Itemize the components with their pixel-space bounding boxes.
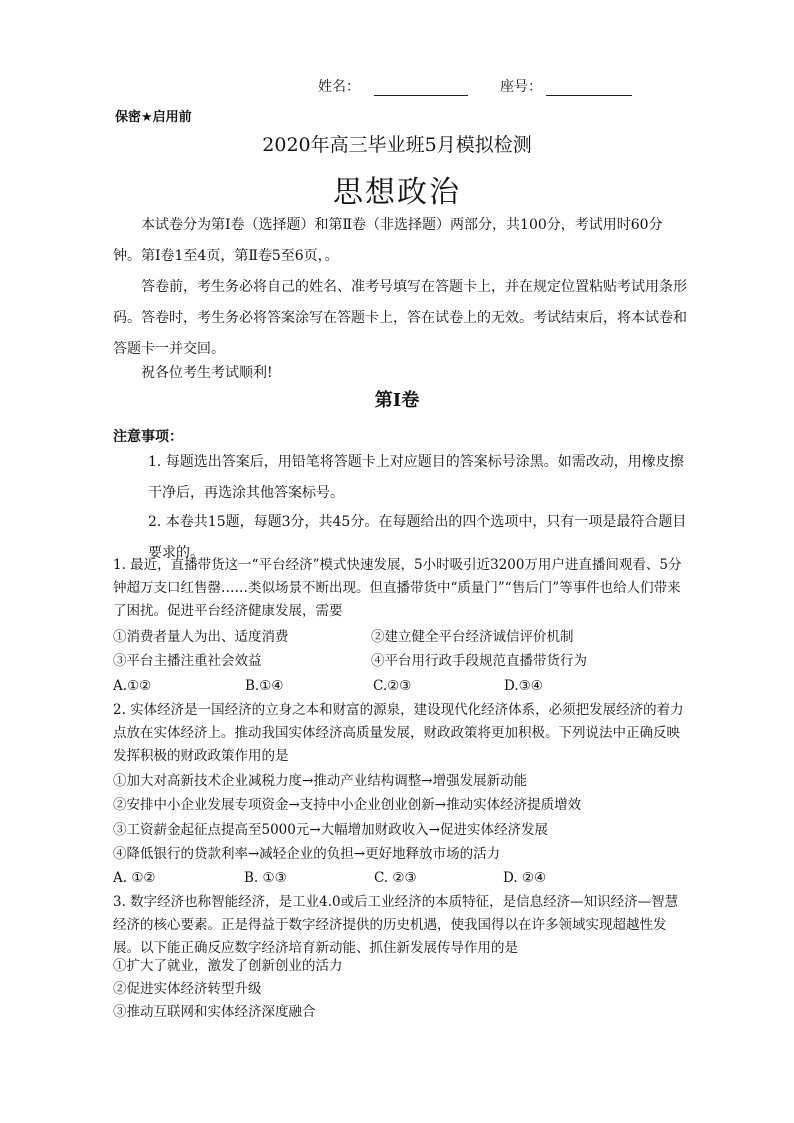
- q2-option: ①加大对高新技术企业减税力度→推动产业结构调整→增强发展新动能: [113, 773, 528, 789]
- q3-option: ③推动互联网和实体经济深度融合: [113, 1004, 316, 1020]
- intro-paragraph-3: 祝各位考生考试顺利!: [141, 365, 273, 381]
- question-2-stem: 2. 实体经济是一国经济的立身之本和财富的源泉，建设现代化经济体系，必须把发展经济的着力点放在实体经济上。推动我国实体经济高质量发展，财政政策将更加积极。下列说法中正确反映发挥积极的财政政策作用的是: [113, 702, 684, 764]
- name-field: [318, 76, 468, 96]
- q2-option: ④降低银行的贷款利率→减轻企业的负担→更好地释放市场的活力: [113, 846, 501, 862]
- q2-option: ②安排中小企业发展专项资金→支持中小企业创业创新→推动实体经济提质增效: [113, 797, 582, 813]
- q1-answer: A.①②: [113, 678, 152, 694]
- seat-label: 座号：: [500, 79, 542, 95]
- notice-item: 1. 每题选出答案后，用铅笔将答题卡上对应题目的答案标号涂黑。如需改动，用橡皮擦干净后，再选涂其他答案标号。: [148, 454, 684, 501]
- notice-item: 2. 本卷共15题，每题3分，共45分。在每题给出的四个选项中，只有一项是最符合题目要求的。: [148, 514, 687, 561]
- q2-option: ③工资薪金起征点提高至5000元→大幅增加财政收入→促进实体经济发展: [113, 822, 548, 838]
- question-3-stem: 3. 数字经济也称智能经济，是工业4.0或后工业经济的本质特征，是信息经济—知识经济—智慧经济的核心要素。正是得益于数字经济提供的历史机遇，使我国得以在许多领域实现超越性发展。以下能正确反应数字经济培育新动能、抓住新发展传导作用的是: [113, 894, 679, 956]
- name-label: 姓名：: [318, 79, 360, 95]
- volume-title: 第Ⅰ卷: [374, 390, 420, 411]
- q1-option: ②建立健全平台经济诚信评价机制: [371, 629, 574, 645]
- subject-title: 思想政治: [333, 175, 461, 210]
- q2-answer: D. ②④: [503, 870, 547, 886]
- q3-option: ①扩大了就业，激发了创新创业的活力: [113, 958, 343, 974]
- q1-answer: C.②③: [373, 678, 412, 694]
- q1-option: ①消费者量人为出、适度消费: [113, 629, 289, 645]
- intro-paragraph-1: 本试卷分为第Ⅰ卷（选择题）和第Ⅱ卷（非选择题）两部分，共100分，考试用时60分钟。第Ⅰ卷1至4页，第Ⅱ卷5至6页，。: [113, 217, 663, 264]
- q1-option: ③平台主播注重社会效益: [113, 653, 262, 669]
- q2-answer: B. ①③: [244, 870, 287, 886]
- name-blank: [374, 81, 468, 96]
- question-1-stem: 1. 最近，直播带货这一“平台经济”模式快速发展，5小时吸引近3200万用户进直播间观看、5分钟超万支口红售罄……类似场景不断出现。但直播带货中“质量门”“售后门”等事件也给人们带来了困扰。促进平台经济健康发展，需要: [113, 557, 682, 619]
- seat-blank: [546, 81, 632, 96]
- q1-option: ④平台用行政手段规范直播带货行为: [371, 653, 587, 669]
- q2-answer: A. ①②: [113, 870, 156, 886]
- exam-title: 2020年高三毕业班5月模拟检测: [262, 134, 532, 156]
- q1-answer: B.①④: [245, 678, 284, 694]
- confidential-mark: 保密★启用前: [115, 110, 192, 125]
- notice-heading: 注意事项：: [113, 429, 183, 445]
- q2-answer: C. ②③: [374, 870, 417, 886]
- intro-paragraph-2: 答卷前，考生务必将自己的姓名、准考号填写在答题卡上，并在规定位置粘贴考试用条形码。答卷时，考生务必将答案涂写在答题卡上，答在试卷上的无效。考试结束后，将本试卷和答题卡一并交回。: [113, 279, 687, 357]
- seat-field: [500, 76, 632, 96]
- q3-option: ②促进实体经济转型升级: [113, 981, 262, 997]
- q1-answer: D.③④: [504, 678, 543, 694]
